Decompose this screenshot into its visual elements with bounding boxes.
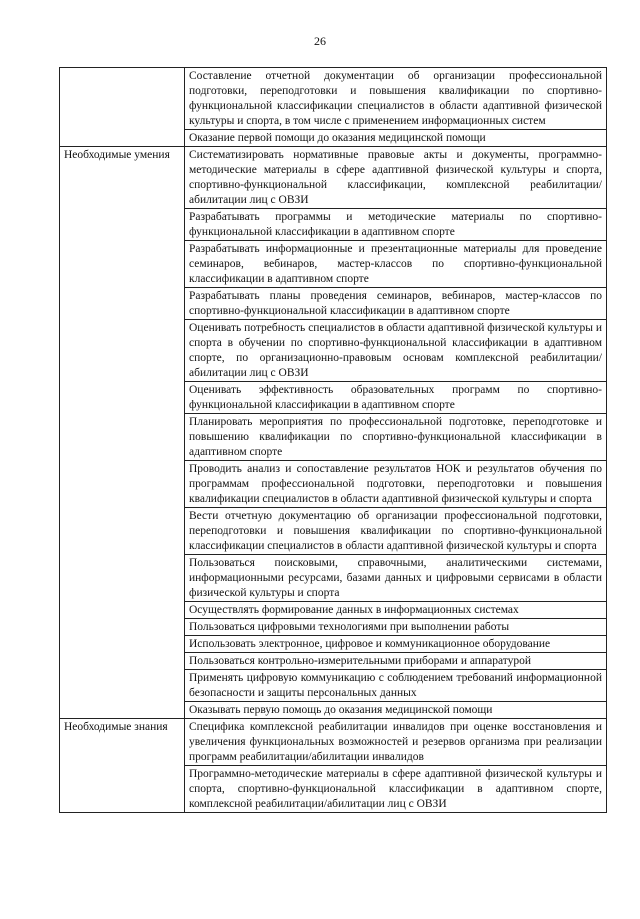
requirement-item: Составление отчетной документации об организации профессиональной подготовки, переподготовки и повышения квалификации по спортивно-функциональной классификации специалистов в области адаптивной физической культуры и спорта, в том числе с применением информационных систем — [185, 68, 607, 130]
requirement-item: Оказывать первую помощь до оказания медицинской помощи — [185, 702, 607, 719]
requirement-item: Пользоваться цифровыми технологиями при выполнении работы — [185, 619, 607, 636]
requirement-item: Специфика комплексной реабилитации инвалидов при оценке восстановления и увеличения функциональных возможностей и резервов организма при реализации программ реабилитации/абилитации инвалидов — [185, 719, 607, 766]
requirement-item: Проводить анализ и сопоставление результатов НОК и результатов обучения по программам профессиональной подготовки, переподготовки и повышения квалификации специалистов в области адаптивной физической культуры и спорта — [185, 461, 607, 508]
requirement-item: Разрабатывать планы проведения семинаров, вебинаров, мастер-классов по спортивно-функциональной классификации в адаптивном спорте — [185, 288, 607, 320]
requirement-item: Осуществлять формирование данных в информационных системах — [185, 602, 607, 619]
requirement-item: Вести отчетную документацию об организации профессиональной подготовки, переподготовки и повышения квалификации по спортивно-функциональной классификации специалистов в области адаптивной физической культуры и спорта — [185, 508, 607, 555]
requirements-table — [59, 67, 607, 813]
requirement-item: Программно-методические материалы в сфере адаптивной физической культуры и спорта, спортивно-функциональной классификации в адаптивном спорте, комплексной реабилитации/абилитации лиц с ОВЗИ — [185, 766, 607, 813]
page-number: 26 — [314, 34, 326, 48]
section-label: Необходимые знания — [60, 719, 185, 813]
requirement-item: Оценивать потребность специалистов в области адаптивной физической культуры и спорта в обучении по спортивно-функциональной классификации в адаптивном спорте, по организационно-правовым основам комплексной реабилитации/абилитации лиц с ОВЗИ — [185, 320, 607, 382]
requirement-item: Оказание первой помощи до оказания медицинской помощи — [185, 130, 607, 147]
requirement-item: Разрабатывать программы и методические материалы по спортивно-функциональной классификации в адаптивном спорте — [185, 209, 607, 241]
requirement-item: Разрабатывать информационные и презентационные материалы для проведение семинаров, вебинаров, мастер-классов по спортивно-функциональной классификации в адаптивном спорте — [185, 241, 607, 288]
table-row — [60, 68, 607, 130]
requirement-item: Применять цифровую коммуникацию с соблюдением требований информационной безопасности и защиты персональных данных — [185, 670, 607, 702]
requirement-item: Пользоваться контрольно-измерительными приборами и аппаратурой — [185, 653, 607, 670]
requirements-table-body — [60, 68, 607, 813]
section-label: Необходимые умения — [60, 147, 185, 719]
requirement-item: Планировать мероприятия по профессиональной подготовке, переподготовке и повышению квалификации по спортивно-функциональной классификации в адаптивном спорте — [185, 414, 607, 461]
requirement-item: Оценивать эффективность образовательных программ по спортивно-функциональной классификации в адаптивном спорте — [185, 382, 607, 414]
section-label — [60, 68, 185, 147]
requirement-item: Использовать электронное, цифровое и коммуникационное оборудование — [185, 636, 607, 653]
requirement-item: Пользоваться поисковыми, справочными, аналитическими системами, информационными ресурсами, базами данных и цифровыми сервисами в области физической культуры и спорта — [185, 555, 607, 602]
table-row — [60, 719, 607, 766]
requirement-item: Систематизировать нормативные правовые акты и документы, программно-методические материалы в сфере адаптивной физической культуры и спорта, спортивно-функциональной классификации, комплексной реабилитации/ абилитации лиц с ОВЗИ — [185, 147, 607, 209]
table-row — [60, 147, 607, 209]
